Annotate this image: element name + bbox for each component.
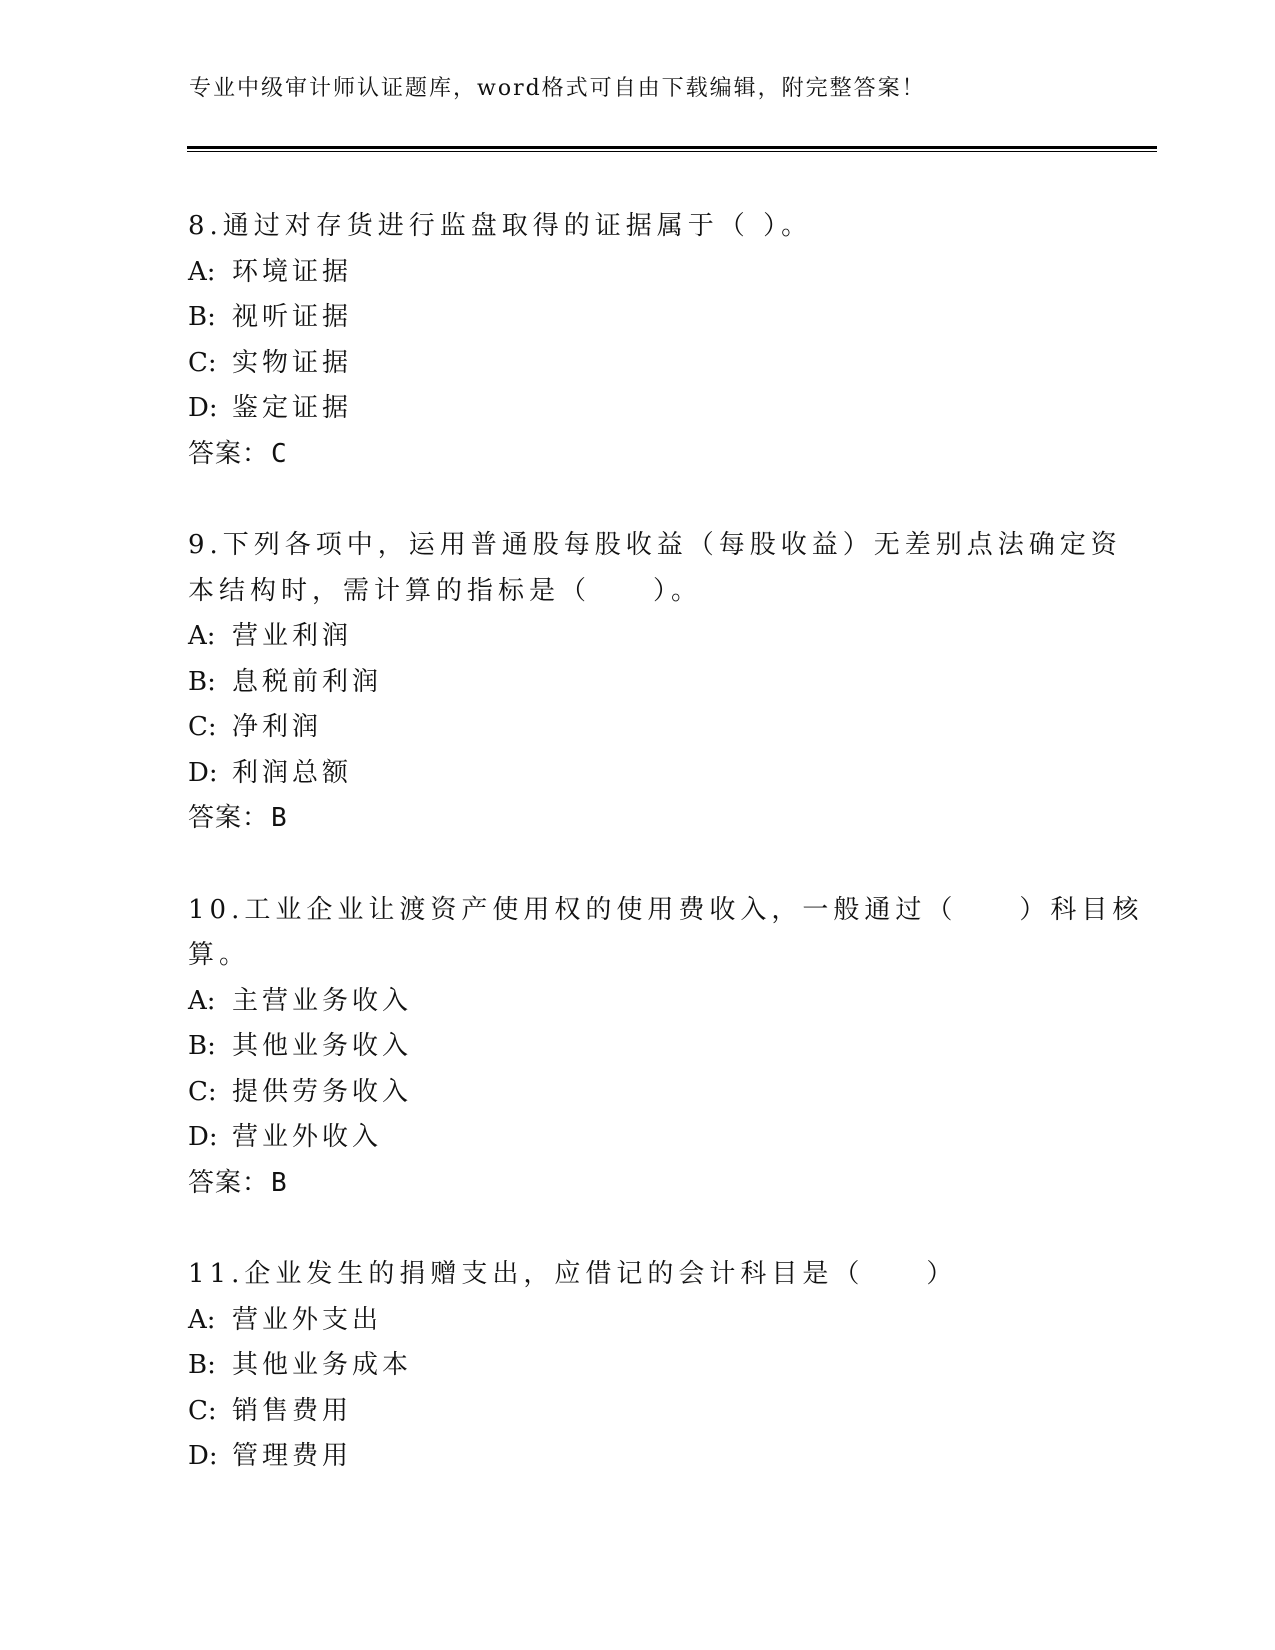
option-letter: A:: [188, 985, 216, 1016]
option-d: [188, 1434, 1088, 1480]
answer-line: [188, 432, 1088, 478]
question-stem: [188, 888, 1144, 979]
option-text: 管理费用: [232, 1441, 353, 1471]
option-letter: D:: [188, 1441, 218, 1471]
option-c: [188, 1389, 1088, 1435]
option-d: [188, 751, 1088, 797]
option-text: 其他业务收入: [232, 1031, 413, 1061]
stem-line: 11.企业发生的捐赠支出，应借记的会计科目是（ ）: [188, 1259, 958, 1289]
option-text: 销售费用: [232, 1395, 353, 1426]
stem-line: 本结构时，需计算的指标是（ ）。: [188, 575, 703, 606]
header-rule-thin: [187, 151, 1157, 152]
question-9: [188, 523, 1122, 842]
option-c: [188, 1070, 1088, 1116]
option-letter: C:: [188, 712, 217, 742]
option-letter: D:: [188, 1122, 218, 1152]
option-letter: B:: [188, 1031, 216, 1061]
option-text: 提供劳务收入: [232, 1076, 413, 1107]
option-text: 利润总额: [232, 757, 353, 788]
option-letter: B:: [188, 302, 216, 332]
option-b: [188, 660, 1088, 706]
option-letter: C:: [188, 1395, 217, 1426]
option-text: 鉴定证据: [232, 393, 353, 423]
page-header: 专业中级审计师认证题库，word格式可自由下载编辑，附完整答案！: [189, 76, 926, 101]
option-letter: C:: [188, 347, 217, 378]
question-8: [188, 204, 1088, 477]
option-b: [188, 1024, 1088, 1070]
header-rule-thick: [187, 146, 1157, 149]
answer-value: B: [271, 1167, 288, 1198]
answer-label: 答案：: [188, 1167, 270, 1198]
option-text: 营业利润: [232, 621, 353, 651]
option-b: [188, 295, 1088, 341]
stem-line: 8.通过对存货进行监盘取得的证据属于（ ）。: [188, 211, 813, 241]
option-letter: A:: [188, 621, 216, 651]
stem-line: 9.下列各项中，运用普通股每股收益（每股收益）无差别点法确定资: [188, 530, 1122, 560]
option-letter: A:: [188, 256, 216, 287]
answer-label: 答案：: [188, 438, 270, 469]
option-text: 净利润: [232, 712, 323, 742]
option-text: 实物证据: [232, 347, 353, 378]
option-a: [188, 979, 1088, 1025]
answer-value: B: [271, 803, 288, 833]
option-letter: D:: [188, 393, 218, 423]
option-d: [188, 386, 1088, 432]
question-list: [188, 204, 1144, 1526]
option-letter: C:: [188, 1076, 217, 1107]
question-11: [188, 1252, 1088, 1480]
option-a: [188, 250, 1088, 296]
option-letter: D:: [188, 757, 218, 788]
option-text: 营业外收入: [232, 1122, 383, 1152]
question-10: [188, 888, 1144, 1207]
option-c: [188, 341, 1088, 387]
option-text: 视听证据: [232, 302, 353, 332]
option-a: [188, 614, 1088, 660]
option-letter: A:: [188, 1304, 216, 1335]
option-text: 环境证据: [232, 256, 353, 287]
option-c: [188, 705, 1088, 751]
option-text: 其他业务成本: [232, 1350, 413, 1380]
option-letter: B:: [188, 1350, 216, 1380]
stem-line: 10.工业企业让渡资产使用权的使用费收入，一般通过（ ）科目核: [188, 894, 1144, 925]
answer-value: C: [271, 438, 288, 469]
option-text: 营业外支出: [232, 1304, 383, 1335]
question-stem: [188, 1252, 1088, 1298]
option-d: [188, 1115, 1088, 1161]
answer-label: 答案：: [188, 803, 270, 833]
question-stem: [188, 204, 1088, 250]
answer-line: [188, 1161, 1088, 1207]
option-text: 息税前利润: [232, 666, 383, 697]
option-a: [188, 1298, 1088, 1344]
answer-line: [188, 796, 1088, 842]
option-letter: B:: [188, 666, 216, 697]
option-text: 主营业务收入: [232, 985, 413, 1016]
stem-line: 算。: [188, 940, 251, 970]
question-stem: [188, 523, 1122, 614]
option-b: [188, 1343, 1088, 1389]
